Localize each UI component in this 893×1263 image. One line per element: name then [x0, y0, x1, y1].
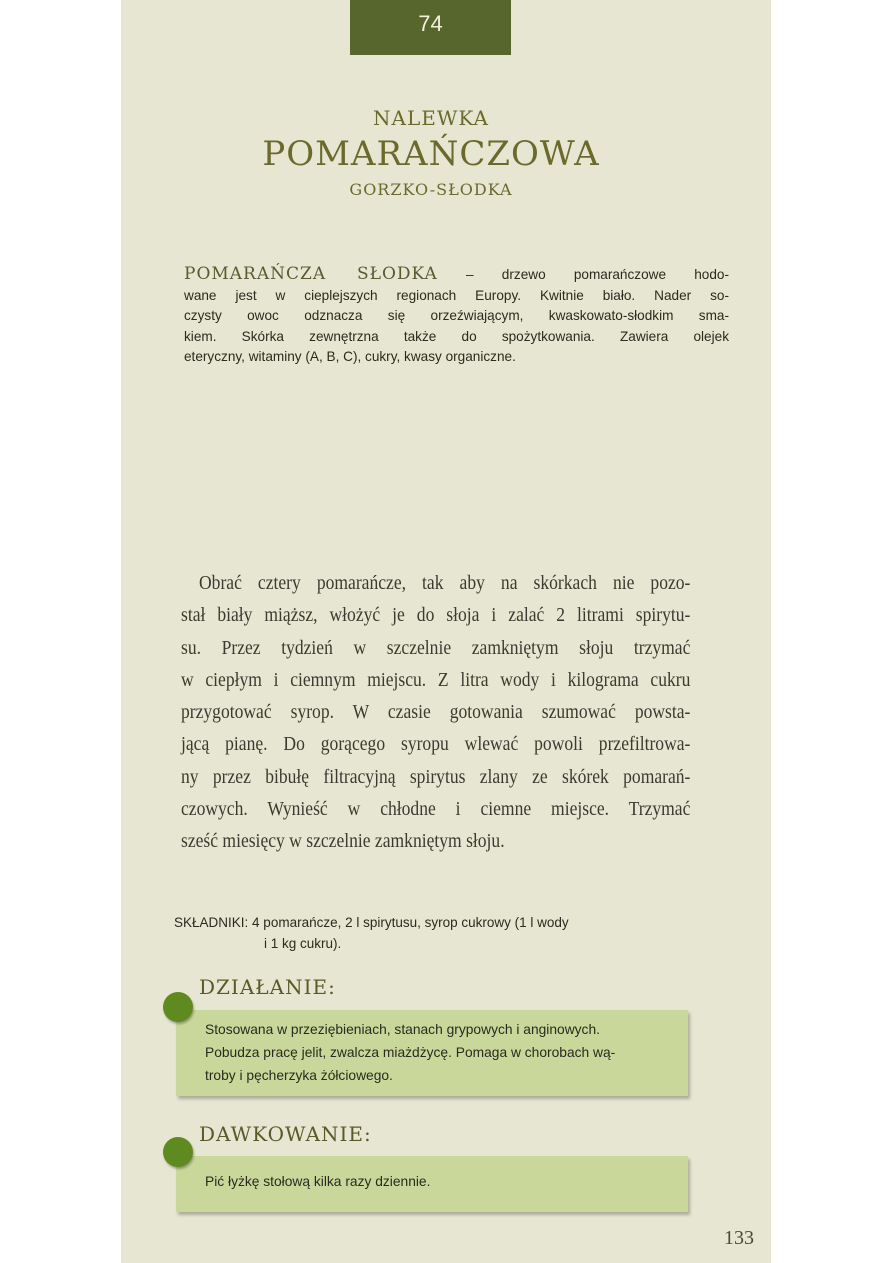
- page-number: 133: [724, 1227, 754, 1249]
- ingredients-label: SKŁADNIKI:: [174, 915, 249, 930]
- book-page: [121, 0, 771, 1263]
- action-line: troby i pęcherzyka żółciowego.: [205, 1068, 393, 1083]
- desc-line-text: – drzewo pomarańczowe hodo-: [437, 267, 729, 282]
- desc-lead: POMARAŃCZA SŁODKA: [184, 264, 438, 284]
- desc-line: kiem. Skórka zewnętrzna także do spożytkowania. Zawiera olejek: [184, 328, 729, 344]
- dosage-heading: DAWKOWANIE:: [199, 1122, 372, 1146]
- action-line: Stosowana w przeziębieniach, stanach grypowych i anginowych.: [205, 1022, 600, 1037]
- recipe-line: Obrać cztery pomarańcze, tak aby na skórkach nie pozo-: [199, 573, 691, 594]
- desc-line: wane jest w cieplejszych regionach Europy. Kwitnie biało. Nader so-: [184, 287, 729, 303]
- ingredients-line: 4 pomarańcze, 2 l spirytusu, syrop cukrowy (1 l wody: [252, 915, 569, 930]
- title-main: POMARAŃCZOWA: [262, 134, 600, 174]
- recipe-line: su. Przez tydzień w szczelnie zamkniętym słoju trzymać: [181, 637, 691, 659]
- chapter-number-badge: 74: [350, 0, 511, 55]
- action-line: Pobudza pracę jelit, zwalcza miażdżycę. Pomaga w chorobach wą-: [205, 1045, 616, 1060]
- recipe-line: przygotować syrop. W czasie gotowania szumować powsta-: [181, 702, 691, 724]
- recipe-line: stał biały miąższ, włożyć je do słoja i zalać 2 litrami spirytu-: [181, 605, 691, 627]
- dosage-box: [176, 1156, 688, 1212]
- action-heading: DZIAŁANIE:: [199, 975, 336, 999]
- recipe-line: czowych. Wynieść w chłodne i ciemne miejsce. Trzymać: [181, 799, 691, 821]
- plant-description: [184, 264, 729, 368]
- action-box: [176, 1010, 688, 1096]
- recipe-line: ny przez bibułę filtracyjną spirytus zlany ze skórek pomarań-: [181, 766, 691, 788]
- dosage-text: Pić łyżkę stołową kilka razy dziennie.: [205, 1174, 431, 1189]
- desc-line: [184, 264, 729, 286]
- title-subtitle: GORZKO-SŁODKA: [349, 180, 513, 199]
- recipe-line: sześć miesięcy w szczelnie zamkniętym słoju.: [181, 831, 505, 853]
- recipe-text: [181, 568, 690, 859]
- bullet-dot-icon: [163, 992, 193, 1022]
- ingredients-line: i 1 kg cukru).: [264, 936, 342, 951]
- desc-line: czysty owoc odznacza się orzeźwiającym, kwaskowato-słodkim sma-: [184, 308, 729, 323]
- ingredients: [174, 912, 674, 954]
- title-line-1: NALEWKA: [373, 106, 489, 130]
- recipe-line: w ciepłym i ciemnym miejscu. Z litra wody i kilograma cukru: [181, 669, 691, 691]
- desc-line: eteryczny, witaminy (A, B, C), cukry, kwasy organiczne.: [184, 349, 516, 364]
- recipe-line: jącą pianę. Do gorącego syropu wlewać powoli przefiltrowa-: [181, 734, 691, 756]
- bullet-dot-icon: [163, 1137, 193, 1167]
